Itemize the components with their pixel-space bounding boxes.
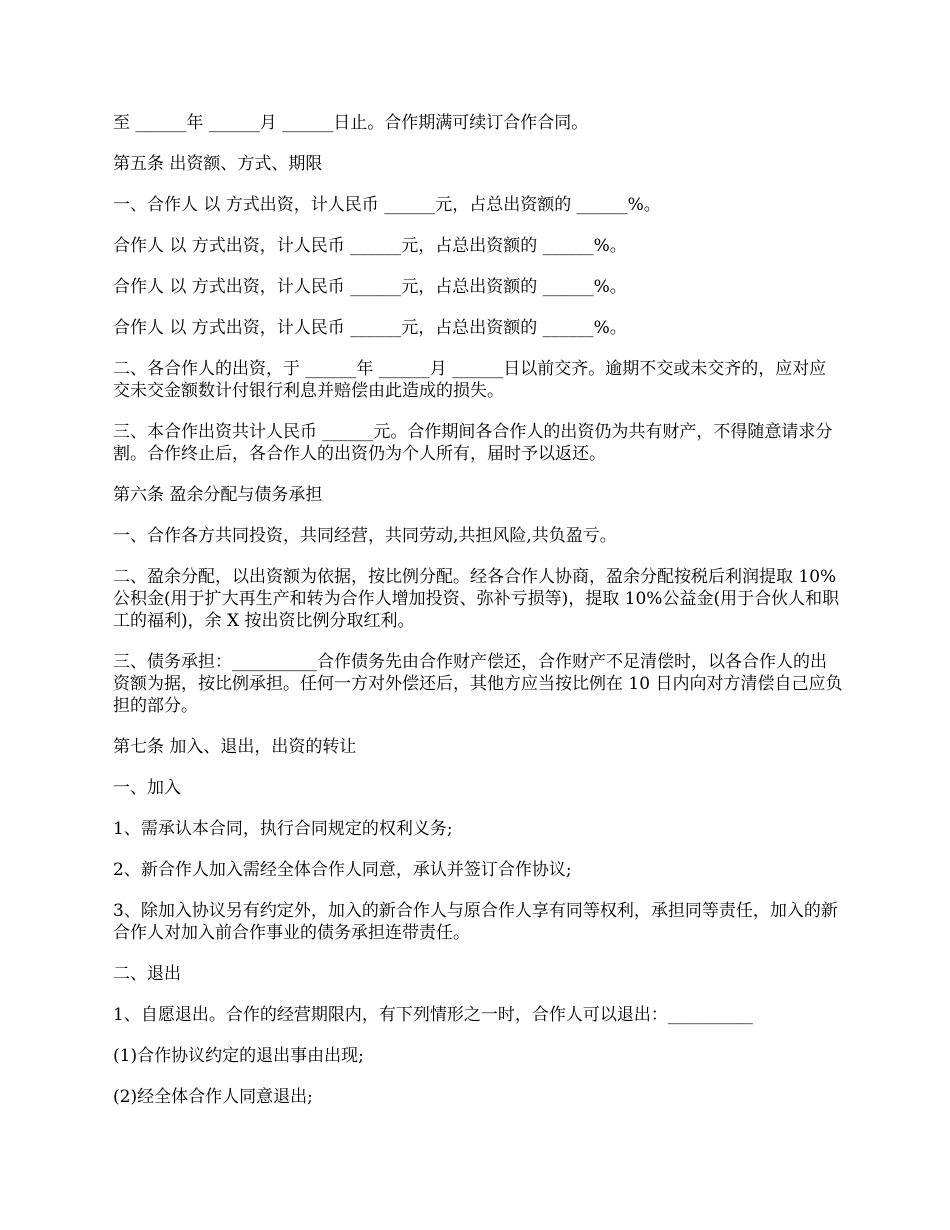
paragraph-contribution-deadline: 二、各合作人的出资，于 ______年 ______月 ______日以前交齐。逾期不交或未交齐的，应对应交未交金额数计付银行利息并赔偿由此造成的损失。 [113,359,827,401]
paragraph-contribution-2: 合作人 以 方式出资，计人民币 ______元，占总出资额的 ______%。 [113,236,627,256]
paragraph-withdrawal-case-2: (2)经全体合作人同意退出; [113,1087,313,1107]
paragraph-total-contribution: 三、本合作出资共计人民币 ______元。合作期间各合作人的出资仍为共有财产，不得随意请求分割。合作终止后，各合作人的出资仍为个人所有，届时予以返还。 [113,422,833,464]
subheading-joining: 一、加入 [113,778,181,798]
paragraph-joint-investment: 一、合作各方共同投资，共同经营，共同劳动,共担风险,共负盈亏。 [113,526,617,546]
paragraph-withdrawal-case-1: (1)合作协议约定的退出事由出现; [113,1046,364,1066]
paragraph-joining-1: 1、需承认本合同，执行合同规定的权利义务; [113,819,453,839]
paragraph-contribution-4: 合作人 以 方式出资，计人民币 ______元，占总出资额的 ______%。 [113,318,627,338]
paragraph-profit-distribution: 二、盈余分配，以出资额为依据，按比例分配。经各合作人协商，盈余分配按税后利润提取 10%公积金(用于扩大再生产和转为合作人增加投资、弥补亏损等)，提取 10%公益金(用于合伙人和职工的福利)，余 X 按出资比例分取红利。 [113,567,840,631]
paragraph-withdrawal-1: 1、自愿退出。合作的经营期限内，有下列情形之一时，合作人可以退出：__________ [113,1005,753,1025]
paragraph-contribution-3: 合作人 以 方式出资，计人民币 ______元，占总出资额的 ______%。 [113,277,627,297]
paragraph-joining-3: 3、除加入协议另有约定外，加入的新合作人与原合作人享有同等权利，承担同等责任，加入的新合作人对加入前合作事业的债务承担连带责任。 [113,901,838,943]
paragraph-term-end: 至 ______年 ______月 ______日止。合作期满可续订合作合同。 [113,113,589,133]
paragraph-joining-2: 2、新合作人加入需经全体合作人同意，承认并签订合作协议; [113,860,572,880]
heading-article-6: 第六条 盈余分配与债务承担 [113,485,323,505]
heading-article-7: 第七条 加入、退出，出资的转让 [113,737,357,757]
paragraph-debt-liability: 三、债务承担：__________合作债务先由合作财产偿还，合作财产不足清偿时，以各合作人的出资额为据，按比例承担。任何一方对外偿还后，其他方应当按比例在 10 日内向对方清偿自己应负担的部分。 [113,652,843,716]
paragraph-contribution-1: 一、合作人 以 方式出资，计人民币 ______元，占总出资额的 ______%。 [113,195,661,215]
heading-article-5: 第五条 出资额、方式、期限 [113,154,323,174]
document-page [113,112,843,1127]
subheading-withdrawal: 二、退出 [113,964,181,984]
